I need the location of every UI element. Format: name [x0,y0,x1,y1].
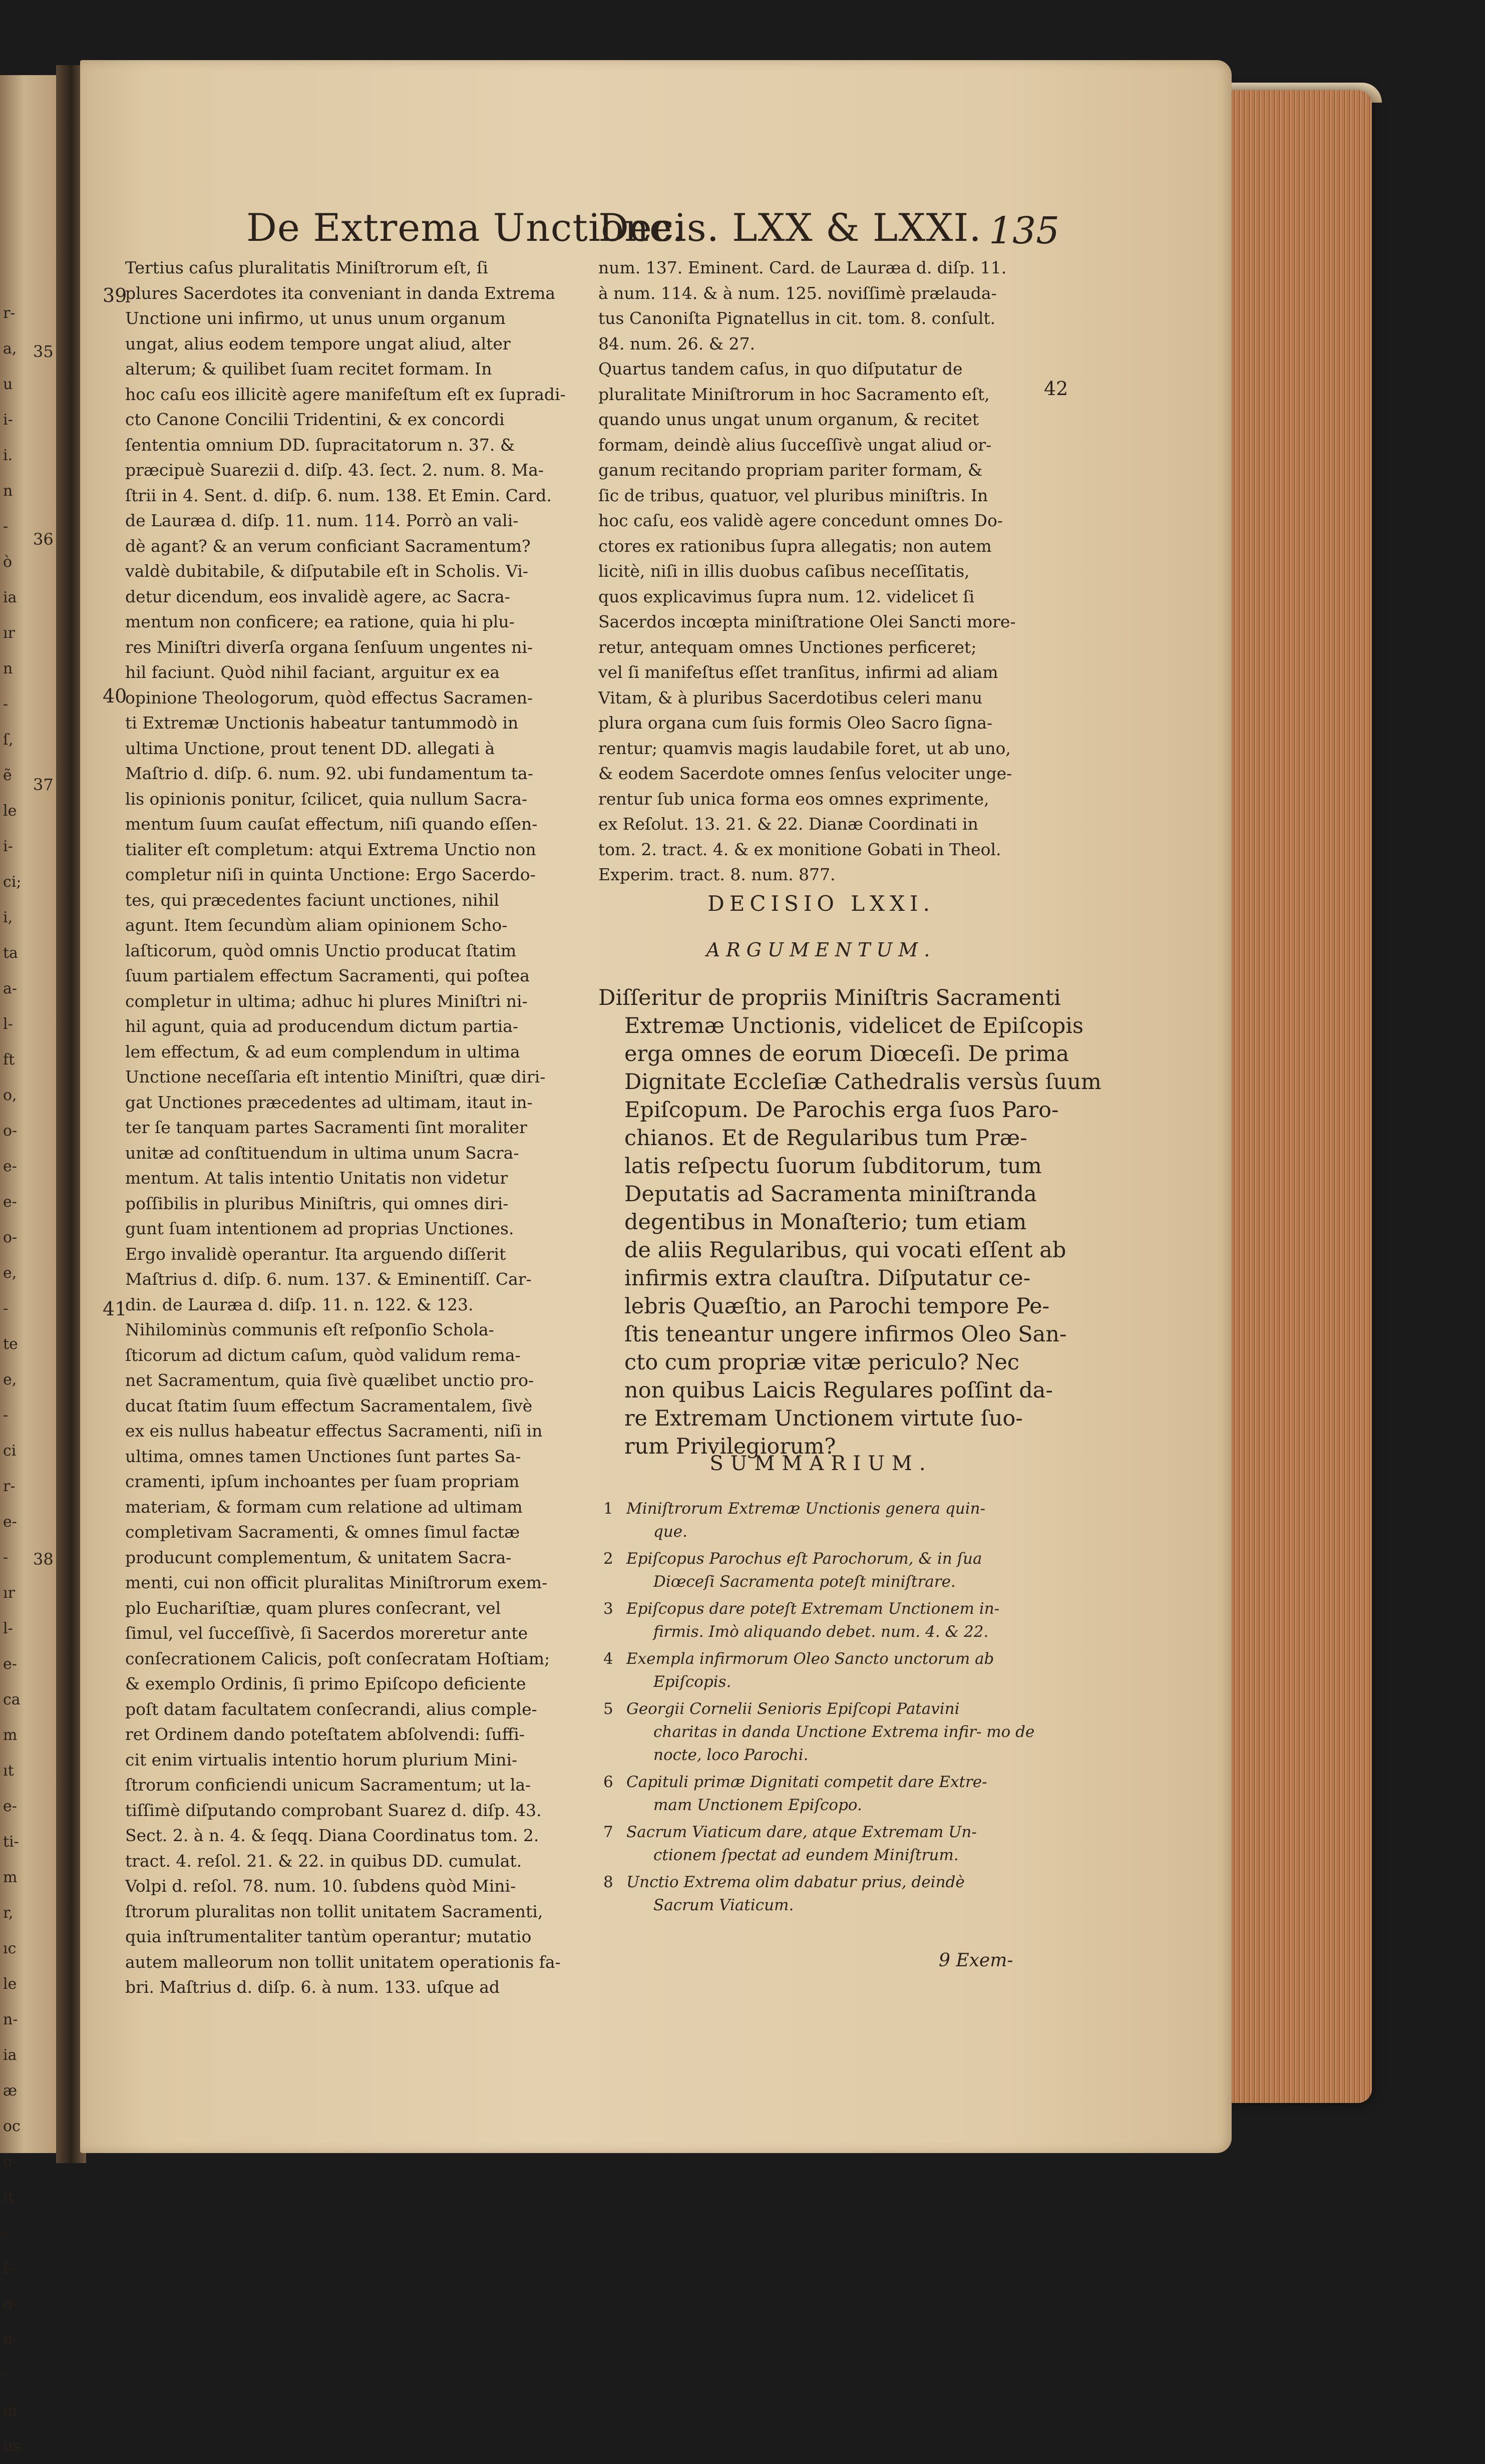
margin-fragment: - [3,2224,9,2242]
text-line: poſt datam facultatem conſecrandi, alius comple- [125,1699,537,1719]
summary-item-continuation: Epiſcopis. [653,1673,731,1691]
text-line: cto cum propriæ vitæ periculo? Nec [624,1350,1020,1375]
text-line: retur, antequam omnes Unctiones perficeret; [598,637,977,657]
text-line: ſententia omnium DD. ſupracitatorum n. 37. & [125,435,515,455]
margin-fragment: oc [3,2118,21,2135]
margin-fragment: ci [3,1442,17,1460]
summary-item [603,1821,1044,1867]
margin-fragment: a- [3,980,18,997]
text-line: bri. Maſtrius d. diſp. 6. à num. 133. uſque ad [125,1977,500,1997]
margin-fragment: n [3,660,13,677]
text-line: conſecrationem Calicis, poſt conſecratam Hoſtiam; [125,1648,550,1668]
margin-fragment: i. [3,447,13,464]
text-line: materiam, & formam cum relatione ad ultimam [125,1497,523,1517]
text-line: plo Euchariſtiæ, quam plures conſecrant, vel [125,1598,501,1618]
text-line: præcipuè Suarezii d. diſp. 43. ſect. 2. num. 8. Ma- [125,460,544,480]
margin-fragment: ẽ [3,767,12,784]
text-line: cit enim virtualis intentio horum plurium Mini- [125,1749,518,1770]
margin-fragment: i- [3,838,13,855]
margin-number-41: 41 [103,1298,127,1320]
text-line: unitæ ad conſtituendum in ultima unum Sacra- [125,1143,519,1163]
text-line: autem malleorum non tollit unitatem operationis fa- [125,1952,561,1972]
text-line: latis reſpectu ſuorum ſubditorum, tum [624,1154,1042,1179]
margin-fragment: - [3,1300,9,1317]
margin-fragment: - [3,518,9,535]
margin-fragment: e- [3,1193,17,1211]
margin-fragment: ti- [3,1833,19,1851]
margin-fragment: n- [3,2331,18,2348]
margin-fragment: ır [3,1584,15,1602]
summary-item-number: 8 [603,1873,613,1891]
text-line: ſimul, vel ſucceſſivè, ſi Sacerdos moreretur ante [125,1623,528,1643]
margin-fragment: o- [3,2295,18,2313]
margin-fragment: e, [3,1264,17,1282]
argumentum-heading: ARGUMENTUM. [706,939,936,961]
summary-item-number: 4 [603,1650,613,1668]
text-line: gunt ſuam intentionem ad proprias Unctiones. [125,1219,514,1238]
text-line: lis opinionis ponitur, ſcilicet, quia nullum Sacra- [125,789,528,809]
margin-fragment: ca [3,1691,21,1708]
margin-fragment: us [3,2437,21,2455]
text-line: tract. 4. reſol. 21. & 22. in quibus DD. cumulat. [125,1851,522,1871]
margin-fragment: it [3,2189,14,2206]
text-line: ſic de tribus, quatuor, vel pluribus miniſtris. In [598,485,988,505]
margin-fragment: ia [3,2046,17,2064]
margin-fragment: r- [3,1478,16,1495]
summary-item-text: Capituli primæ Dignitati competit dare Extre- [626,1773,987,1791]
text-line: & exemplo Ordinis, ſi primo Epiſcopo deficiente [125,1674,526,1693]
text-line: licitè, niſi in illis duobus caſibus neceſſitatis, [598,561,970,581]
text-line: mentum non conficere; ea ratione, quia hi plu- [125,612,515,631]
text-line: non quibus Laicis Regulares poſſint da- [624,1378,1053,1403]
margin-fragment: le [3,802,17,820]
text-line: rentur; quamvis magis laudabile foret, ut ab uno, [598,738,1011,758]
margin-fragment: ſ- [3,2260,14,2277]
summary-item [603,1647,1044,1693]
text-line: plures Sacerdotes ita conveniant in danda Extrema [125,283,556,303]
margin-fragment: l- [3,1015,13,1033]
summary-item-text: Unctio Extrema olim dabatur prius, deindè [626,1873,965,1891]
summary-item-text: Sacrum Viaticum dare, atque Extremam Un- [626,1823,977,1841]
text-line: erga omnes de eorum Diœceſi. De prima [624,1041,1069,1067]
right-text-column [598,255,1101,1998]
running-head-left: De Extrema Unctione. [246,205,685,250]
text-line: Maſtrius d. diſp. 6. num. 137. & Eminentiſſ. Car- [125,1269,532,1289]
text-line: rum Privilegiorum? [624,1434,836,1459]
text-line: lebris Quæſtio, an Parochi tempore Pe- [624,1294,1050,1319]
margin-fragment: ta [3,944,18,962]
margin-fragment: e- [3,1158,17,1175]
text-line: Extremæ Unctionis, videlicet de Epiſcopis [624,1013,1084,1038]
text-line: ter ſe tanquam partes Sacramenti ſint moraliter [125,1118,527,1137]
text-line: num. 137. Eminent. Card. de Lauræa d. diſp. 11. [598,258,1007,277]
summary-item-continuation: mam Unctionem Epiſcopo. [653,1796,862,1814]
text-line: Deputatis ad Sacramenta miniſtranda [624,1182,1037,1207]
text-line: rentur ſub unica forma eos omnes exprimente, [598,789,989,809]
margin-fragment: i, [3,909,13,926]
text-line: tom. 2. tract. 4. & ex monitione Gobati in Theol. [598,839,1001,859]
text-line: ſtis teneantur ungere infirmos Oleo San- [624,1322,1067,1347]
summary-item-number: 2 [603,1550,613,1568]
text-line: res Miniſtri diverſa organa ſenſuum ungentes ni- [125,637,533,657]
margin-fragment: r, [3,1904,14,1922]
text-line: de Lauræa d. diſp. 11. num. 114. Porrò an vali- [125,511,519,530]
text-line: Epiſcopum. De Parochis erga ſuos Paro- [624,1098,1059,1123]
text-line: infirmis extra clauſtra. Diſputatur ce- [624,1266,1031,1291]
margin-fragment: ò [3,553,13,571]
text-line: lem effectum, & ad eum complendum in ultima [125,1041,520,1062]
summary-item [603,1771,1044,1817]
text-line: Maſtrio d. diſp. 6. num. 92. ubi fundamentum ta- [125,764,533,783]
text-line: tiſſimè diſputando comprobant Suarez d. diſp. 43. [125,1800,542,1820]
text-line: ex Reſolut. 13. 21. & 22. Dianæ Coordinati in [598,814,978,834]
text-line: quando unus ungat unum organum, & recitet [598,410,979,429]
text-line: ſtrorum conficiendi unicum Sacramentum; ut la- [125,1775,531,1795]
text-line: ducat ſtatim ſuum effectum Sacramentalem, ſivè [125,1395,533,1416]
summary-item-continuation: firmis. Imò aliquando debet. num. 4. & 22. [653,1623,989,1641]
text-line: Dignitate Eccleſiæ Cathedralis versùs ſuum [624,1070,1101,1095]
text-line: ungat, alius eodem tempore ungat aliud, alter [125,333,511,354]
margin-fragment: o- [3,2153,18,2171]
left-page-number-37: 37 [33,775,54,794]
text-line: ret Ordinem dando poteſtatem abſolvendi: ſuffi- [125,1724,525,1744]
text-line: formam, deindè alius ſucceſſivè ungat aliud or- [598,435,992,455]
text-line: din. de Lauræa d. diſp. 11. n. 122. & 123. [125,1294,474,1314]
margin-number-42: 42 [1044,378,1068,400]
text-line: Unctione neceſſaria eſt intentio Miniſtri, quæ diri- [125,1067,546,1087]
margin-fragment: ia [3,589,17,606]
catchword: 9 Exem- [939,1950,1013,1971]
text-line: cramenti, ipſum inchoantes per ſuam propriam [125,1472,520,1491]
text-line: Nihilominùs communis eſt reſponſio Schola- [125,1320,494,1339]
page-number: 135 [989,209,1060,252]
margin-fragment: a, [3,340,17,358]
summary-list [603,1497,1044,1921]
text-line: Sacerdos incœpta miniſtratione Olei Sancti more- [598,612,1016,631]
text-line: net Sacramentum, quia ſivè quælibet unctio pro- [125,1370,534,1390]
summary-item-number: 1 [603,1500,613,1518]
text-line: Volpi d. reſol. 78. num. 10. ſubdens quòd Mini- [125,1876,516,1896]
margin-fragment: - [3,695,9,713]
margin-fragment: ır [3,624,15,642]
text-line: valdè dubitabile, & diſputabile eſt in Scholis. Vi- [125,561,529,581]
summary-item-text: Georgii Cornelii Senioris Epiſcopi Patavini [626,1700,960,1718]
summary-item-text: Epiſcopus dare poteſt Extremam Unctionem in- [626,1600,1000,1618]
margin-fragment: - [3,1406,9,1424]
summary-item-continuation: Diœceſi Sacramenta poteſt miniſtrare. [653,1573,956,1591]
text-line: ſticorum ad dictum caſum, quòd validum rema- [125,1345,521,1365]
summary-item [603,1597,1044,1643]
margin-fragment: o- [3,1229,18,1246]
text-line: ſtrorum pluralitas non tollit unitatem Sacramenti, [125,1901,543,1921]
text-line: alterum; & quilibet ſuam recitet formam. In [125,359,492,379]
text-line: mentum ſuum cauſat effectum, niſi quando eſſen- [125,814,538,834]
text-line: laſticorum, quòd omnis Unctio producat ſtatim [125,940,517,960]
left-text-column [125,255,566,1998]
text-line: menti, cui non officit pluralitas Miniſtrorum exem- [125,1573,548,1592]
text-line: tialiter eſt completum: atqui Extrema Unctio non [125,839,536,859]
summary-item-number: 6 [603,1773,613,1791]
margin-fragment: r- [3,304,16,322]
text-line: hoc caſu eos illicitè agere manifeſtum eſt ex ſupradi- [125,384,566,404]
left-page-number-38: 38 [33,1550,54,1569]
text-line: mentum. At talis intentio Unitatis non videtur [125,1168,508,1188]
text-line: opinione Theologorum, quòd effectus Sacramen- [125,687,533,708]
margin-fragment: æ [3,2082,18,2099]
left-page-number-35: 35 [33,342,54,361]
summary-item [603,1497,1044,1543]
margin-fragment: ft [3,1051,15,1069]
margin-fragment: ſ, [3,731,14,749]
margin-fragment: e- [3,1798,17,1815]
text-line: dè agant? & an verum conficiant Sacramentum? [125,536,531,556]
text-line: completur in ultima; adhuc hi plures Miniſtri ni- [125,991,528,1011]
margin-fragment: m [3,1726,18,1744]
text-line: Diſſeritur de propriis Miniſtris Sacramenti [598,985,1061,1010]
margin-fragment: m [3,2402,18,2419]
summary-item-continuation: que. [653,1523,688,1541]
summary-item-text: Exempla infirmorum Oleo Sancto unctorum ab [626,1650,994,1668]
text-line: pluralitate Miniſtrorum in hoc Sacramento eſt, [598,384,990,404]
text-line: ſtrii in 4. Sent. d. diſp. 6. num. 138. Et Emin. Card. [125,485,552,505]
text-line: ſuum partialem effectum Sacramenti, qui poſtea [125,966,530,985]
margin-fragment: te [3,1335,18,1353]
text-line: Tertius caſus pluralitatis Miniſtrorum eſt, ſi [125,258,488,277]
text-line: tes, qui præcedentes faciunt unctiones, nihil [125,890,499,910]
right-column-text [598,255,1044,888]
text-line: Experim. tract. 8. num. 877. [598,865,836,884]
text-line: quia inſtrumentaliter tantùm operantur; mutatio [125,1927,532,1946]
text-line: detur dicendum, eos invalidè agere, ac Sacra- [125,586,510,606]
text-line: quos explicavimus ſupra num. 12. videlicet ſi [598,586,975,606]
margin-fragment: e- [3,1513,17,1531]
margin-number-40: 40 [103,685,127,707]
text-line: completur niſi in quinta Unctione: Ergo Sacerdo- [125,865,536,884]
margin-fragment: - [3,2366,9,2384]
text-line: ti Extremæ Unctionis habeatur tantummodò in [125,713,519,733]
summary-item-number: 3 [603,1600,613,1618]
text-line: ultima Unctione, prout tenent DD. allegati à [125,738,495,758]
text-line: ctores ex rationibus ſupra allegatis; non autem [598,536,992,556]
margin-fragment: i- [3,411,13,429]
margin-fragment: le [3,1975,17,1993]
text-line: producunt complementum, & unitatem Sacra- [125,1547,512,1567]
summary-item [603,1547,1044,1593]
margin-fragment: u [3,376,13,393]
summarium-heading: SUMMARIUM. [709,1452,933,1475]
text-line: gat Unctiones præcedentes ad ultimam, itaut in- [125,1092,533,1112]
summary-item-number: 5 [603,1700,613,1718]
text-line: hil faciunt. Quòd nihil faciant, arguitur ex ea [125,662,500,682]
text-line: de aliis Regularibus, qui vocati eſſent ab [624,1238,1066,1263]
text-line: vel ſi manifeſtus eſſet tranſitus, infirmi ad aliam [598,662,998,682]
text-line: re Extremam Unctionem virtute ſuo- [624,1406,1023,1431]
text-line: tus Canoniſta Pignatellus in cit. tom. 8. conſult. [598,308,996,328]
margin-fragment: e- [3,1655,17,1673]
text-line: & eodem Sacerdote omnes ſenſus velociter unge- [598,764,1012,783]
margin-fragment: ıc [3,1940,17,1957]
margin-fragment: m [3,1869,18,1886]
margin-fragment: - [3,1549,9,1566]
text-line: hil agunt, quia ad producendum dictum partia- [125,1016,519,1036]
margin-fragment: o- [3,1122,18,1140]
margin-fragment: l- [3,1620,13,1637]
margin-fragment: n- [3,2011,18,2028]
running-head-right: Decis. LXX & LXXI. [598,205,982,250]
margin-fragment: e, [3,1371,17,1388]
text-line: degentibus in Monaſterio; tum etiam [624,1210,1027,1235]
summary-item-continuation: charitas in danda Unctione Extrema infir- mo de nocte, loco Parochi. [653,1723,1035,1764]
margin-number-39: 39 [103,284,127,306]
text-line: ganum recitando propriam pariter formam, & [598,460,983,480]
decisio-heading: DECISIO LXXI. [707,891,935,916]
summary-item-continuation: Sacrum Viaticum. [653,1896,794,1914]
summary-item-continuation: ctionem ſpectat ad eundem Miniſtrum. [653,1846,959,1864]
margin-fragment: n [3,482,13,500]
text-line: completivam Sacramenti, & omnes ſimul factæ [125,1522,520,1542]
text-line: 84. num. 26. & 27. [598,333,756,354]
text-line: Sect. 2. à n. 4. & ſeqq. Diana Coordinatus tom. 2. [125,1826,539,1845]
text-line: à num. 114. & à num. 125. noviſſimè prælauda- [598,283,997,303]
summary-item [603,1697,1044,1767]
left-page-number-36: 36 [33,530,54,549]
text-line: cto Canone Concilii Tridentini, & ex concordi [125,410,505,429]
text-line: Ergo invalidè operantur. Ita arguendo diſſerit [125,1244,506,1264]
margin-fragment: ci; [3,873,22,891]
page-block-edge [1222,90,1372,2103]
summary-item-number: 7 [603,1823,613,1841]
argument-paragraph [598,984,1101,1461]
margin-fragment: o, [3,1087,17,1104]
text-line: Quartus tandem caſus, in quo diſputatur de [598,359,963,379]
text-line: ex eis nullus habeatur effectus Sacramenti, niſi in [125,1421,543,1441]
summary-item-text: Epiſcopus Parochus eſt Parochorum, & in ſua [626,1550,982,1568]
text-line: plura organa cum ſuis formis Oleo Sacro ſigna- [598,713,993,733]
text-line: chianos. Et de Regularibus tum Præ- [624,1126,1027,1151]
text-line: agunt. Item ſecundùm aliam opinionem Scho- [125,915,508,935]
text-line: poſſibilis in pluribus Miniſtris, qui omnes diri- [125,1193,509,1213]
summary-item [603,1871,1044,1917]
left-page-margin-fragments [3,295,58,2455]
margin-fragment: ıt [3,1762,14,1780]
summary-item-text: Miniſtrorum Extremæ Unctionis genera quin- [626,1500,986,1518]
left-page-edge [0,75,60,2455]
text-line: Unctione uni infirmo, ut unus unum organum [125,308,506,328]
text-line: ultima, omnes tamen Unctiones ſunt partes Sa- [125,1446,521,1466]
text-line: hoc caſu, eos validè agere concedunt omnes Do- [598,511,1003,530]
text-line: Vitam, & à pluribus Sacerdotibus celeri manu [598,687,983,708]
